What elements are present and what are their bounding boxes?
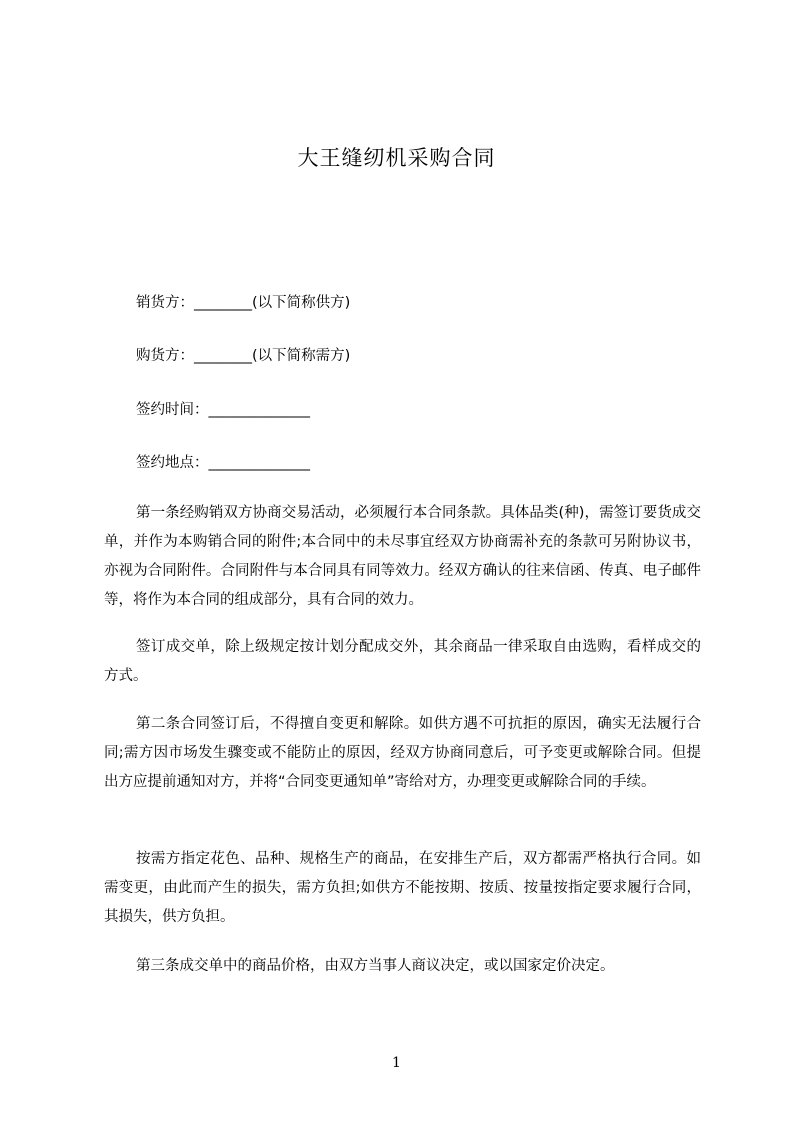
paragraph-article-2: 第二条合同签订后，不得擅自变更和解除。如供方遇不可抗拒的原因，确实无法履行合同;需方因市场发生骤变或不能防止的原因，经双方协商同意后，可予变更或解除合同。但提出方应提前通知对方，并将“合同变更通知单”寄给对方，办理变更或解除合同的手续。 xyxy=(104,716,701,790)
buyer-field: 购货方：________(以下简称需方) xyxy=(136,348,351,364)
paragraph-article-1: 第一条经购销双方协商交易活动，必须履行本合同条款。具体品类(种)，需签订要货成交单，并作为本购销合同的附件;本合同中的未尽事宜经双方协商需补充的条款可另附协议书，亦视为合同附件。合同附件与本合同具有同等效力。经双方确认的往来信函、传真、电子邮件等，将作为本合同的组成部分，具有合同的效力。 xyxy=(104,505,701,608)
sign-time-field: 签约时间：______________ xyxy=(136,402,310,418)
paragraph-order-form: 签订成交单，除上级规定按计划分配成交外，其余商品一律采取自由选购，看样成交的方式。 xyxy=(104,639,701,684)
page-number: 1 xyxy=(392,1055,401,1071)
seller-field: 销货方：________(以下简称供方) xyxy=(136,295,351,311)
document-title: 大王缝纫机采购合同 xyxy=(297,146,496,170)
sign-place-field: 签约地点：______________ xyxy=(136,455,310,471)
paragraph-specified-goods: 按需方指定花色、品种、规格生产的商品，在安排生产后，双方都需严格执行合同。如需变更，由此而产生的损失，需方负担;如供方不能按期、按质、按量按指定要求履行合同，其损失，供方负担。 xyxy=(104,851,701,925)
paragraph-article-3: 第三条成交单中的商品价格，由双方当事人商议决定，或以国家定价决定。 xyxy=(136,958,615,974)
